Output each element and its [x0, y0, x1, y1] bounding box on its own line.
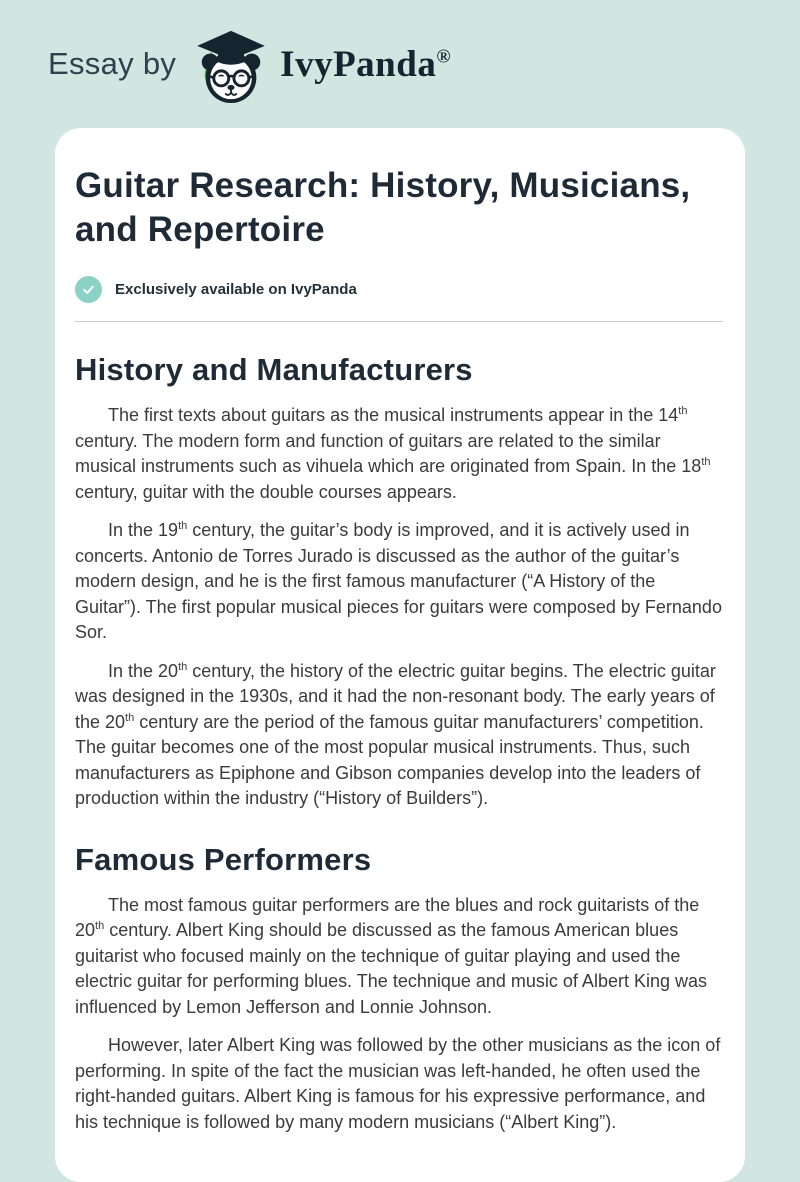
divider [75, 321, 723, 322]
essay-body [75, 352, 723, 1135]
check-icon [75, 276, 102, 303]
essay-paragraph: In the 20th century, the history of the electric guitar begins. The electric guitar was designed in the 1930s, and it had the non-resonant body. The early years of the 20th century are the period of the famous guitar manufacturers’ competition. The guitar becomes one of the most popular musical instruments. Thus, such manufacturers as Epiphone and Gibson companies develop into the leaders of production within the industry (“History of Builders”). [75, 660, 716, 808]
brand-logo-text[interactable]: IvyPanda® [280, 43, 452, 85]
section-heading: History and Manufacturers [75, 352, 473, 387]
section-heading: Famous Performers [75, 841, 372, 877]
site-header [0, 0, 800, 128]
essay-paragraph: However, later Albert King was followed by the other musicians as the icon of performing. In spite of the fact the musician was left-handed, he often used the right-handed guitars. Albert King is famous for his expressive performance, and his technique is followed by many modern musicians (“Albert King”). [75, 1035, 721, 1132]
registered-mark: ® [436, 46, 452, 68]
essay-paragraph: In the 19th century, the guitar’s body is improved, and it is actively used in concerts. Antonio de Torres Jurado is discussed as the author of the guitar’s modern design, and he is the first famous manufacturer (“A History of the Guitar”). The first popular musical pieces for guitars were composed by Fernando Sor. [75, 520, 722, 642]
essay-by-label: Essay by [48, 46, 177, 81]
availability-badge [75, 276, 723, 303]
glasses-icon [214, 71, 229, 86]
availability-badge-label: Exclusively available on IvyPanda [115, 281, 357, 298]
panda-graduate-icon[interactable] [192, 24, 270, 108]
essay-paragraph: The most famous guitar performers are the blues and rock guitarists of the 20th century. Albert King should be discussed as the famous American blues guitarist who focused mainly on the technique of guitar playing and used the electric guitar for performing blues. The technique and music of Albert King was influenced by Lemon Jefferson and Lonnie Johnson. [75, 894, 707, 1017]
essay-card [55, 128, 745, 1182]
essay-title: Guitar Research: History, Musicians, and Repertoire [75, 166, 691, 249]
essay-paragraph: The first texts about guitars as the musical instruments appear in the 14th century. The modern form and function of guitars are related to the similar musical instruments such as vihuela which are originated from Spain. In the 18th century, guitar with the double courses appears. [75, 405, 711, 502]
